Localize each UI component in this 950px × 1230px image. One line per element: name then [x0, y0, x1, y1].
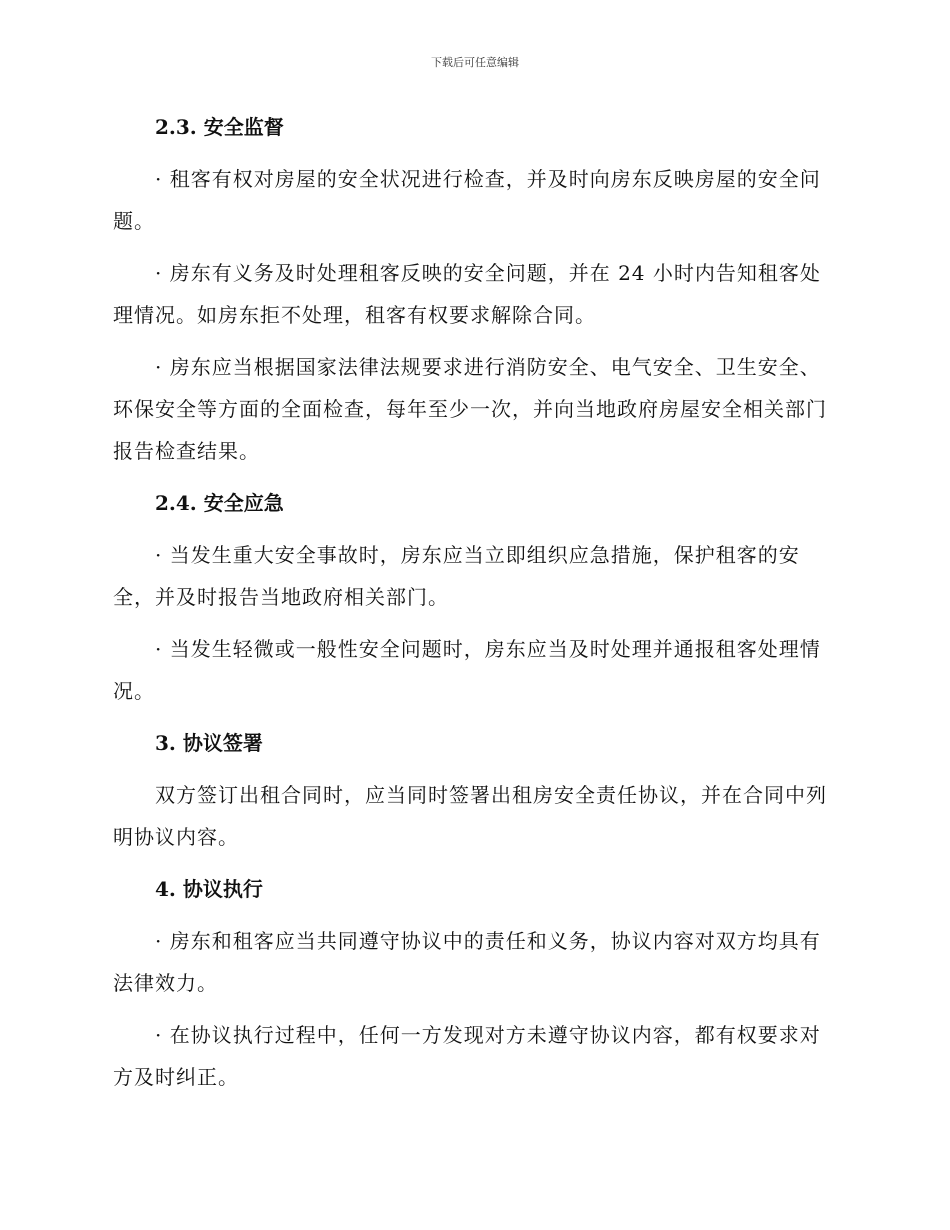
- document-body: [113, 106, 835, 1098]
- paragraph: 双方签订出租合同时，应当同时签署出租房安全责任协议，并在合同中列明协议内容。: [113, 783, 827, 849]
- section-heading: 2.3. 安全监督: [155, 115, 284, 139]
- paragraph: · 租客有权对房屋的安全状况进行检查，并及时向房东反映房屋的安全问题。: [113, 167, 821, 233]
- paragraph: · 在协议执行过程中，任何一方发现对方未遵守协议内容，都有权要求对方及时纠正。: [113, 1023, 821, 1089]
- section-heading: 4. 协议执行: [155, 877, 263, 901]
- section-heading: 3. 协议签署: [155, 731, 263, 755]
- header-note: 下载后可任意编辑: [431, 56, 519, 69]
- paragraph: · 当发生轻微或一般性安全问题时，房东应当及时处理并通报租客处理情况。: [113, 637, 821, 703]
- paragraph: · 房东有义务及时处理租客反映的安全问题，并在 24 小时内告知租客处理情况。如房东拒不处理，租客有权要求解除合同。: [113, 261, 821, 327]
- section-heading: 2.4. 安全应急: [155, 491, 284, 515]
- paragraph: · 当发生重大安全事故时，房东应当立即组织应急措施，保护租客的安全，并及时报告当地政府相关部门。: [113, 543, 800, 609]
- paragraph: · 房东和租客应当共同遵守协议中的责任和义务，协议内容对双方均具有法律效力。: [113, 929, 821, 995]
- paragraph: · 房东应当根据国家法律法规要求进行消防安全、电气安全、卫生安全、环保安全等方面的全面检查，每年至少一次，并向当地政府房屋安全相关部门报告检查结果。: [113, 355, 827, 463]
